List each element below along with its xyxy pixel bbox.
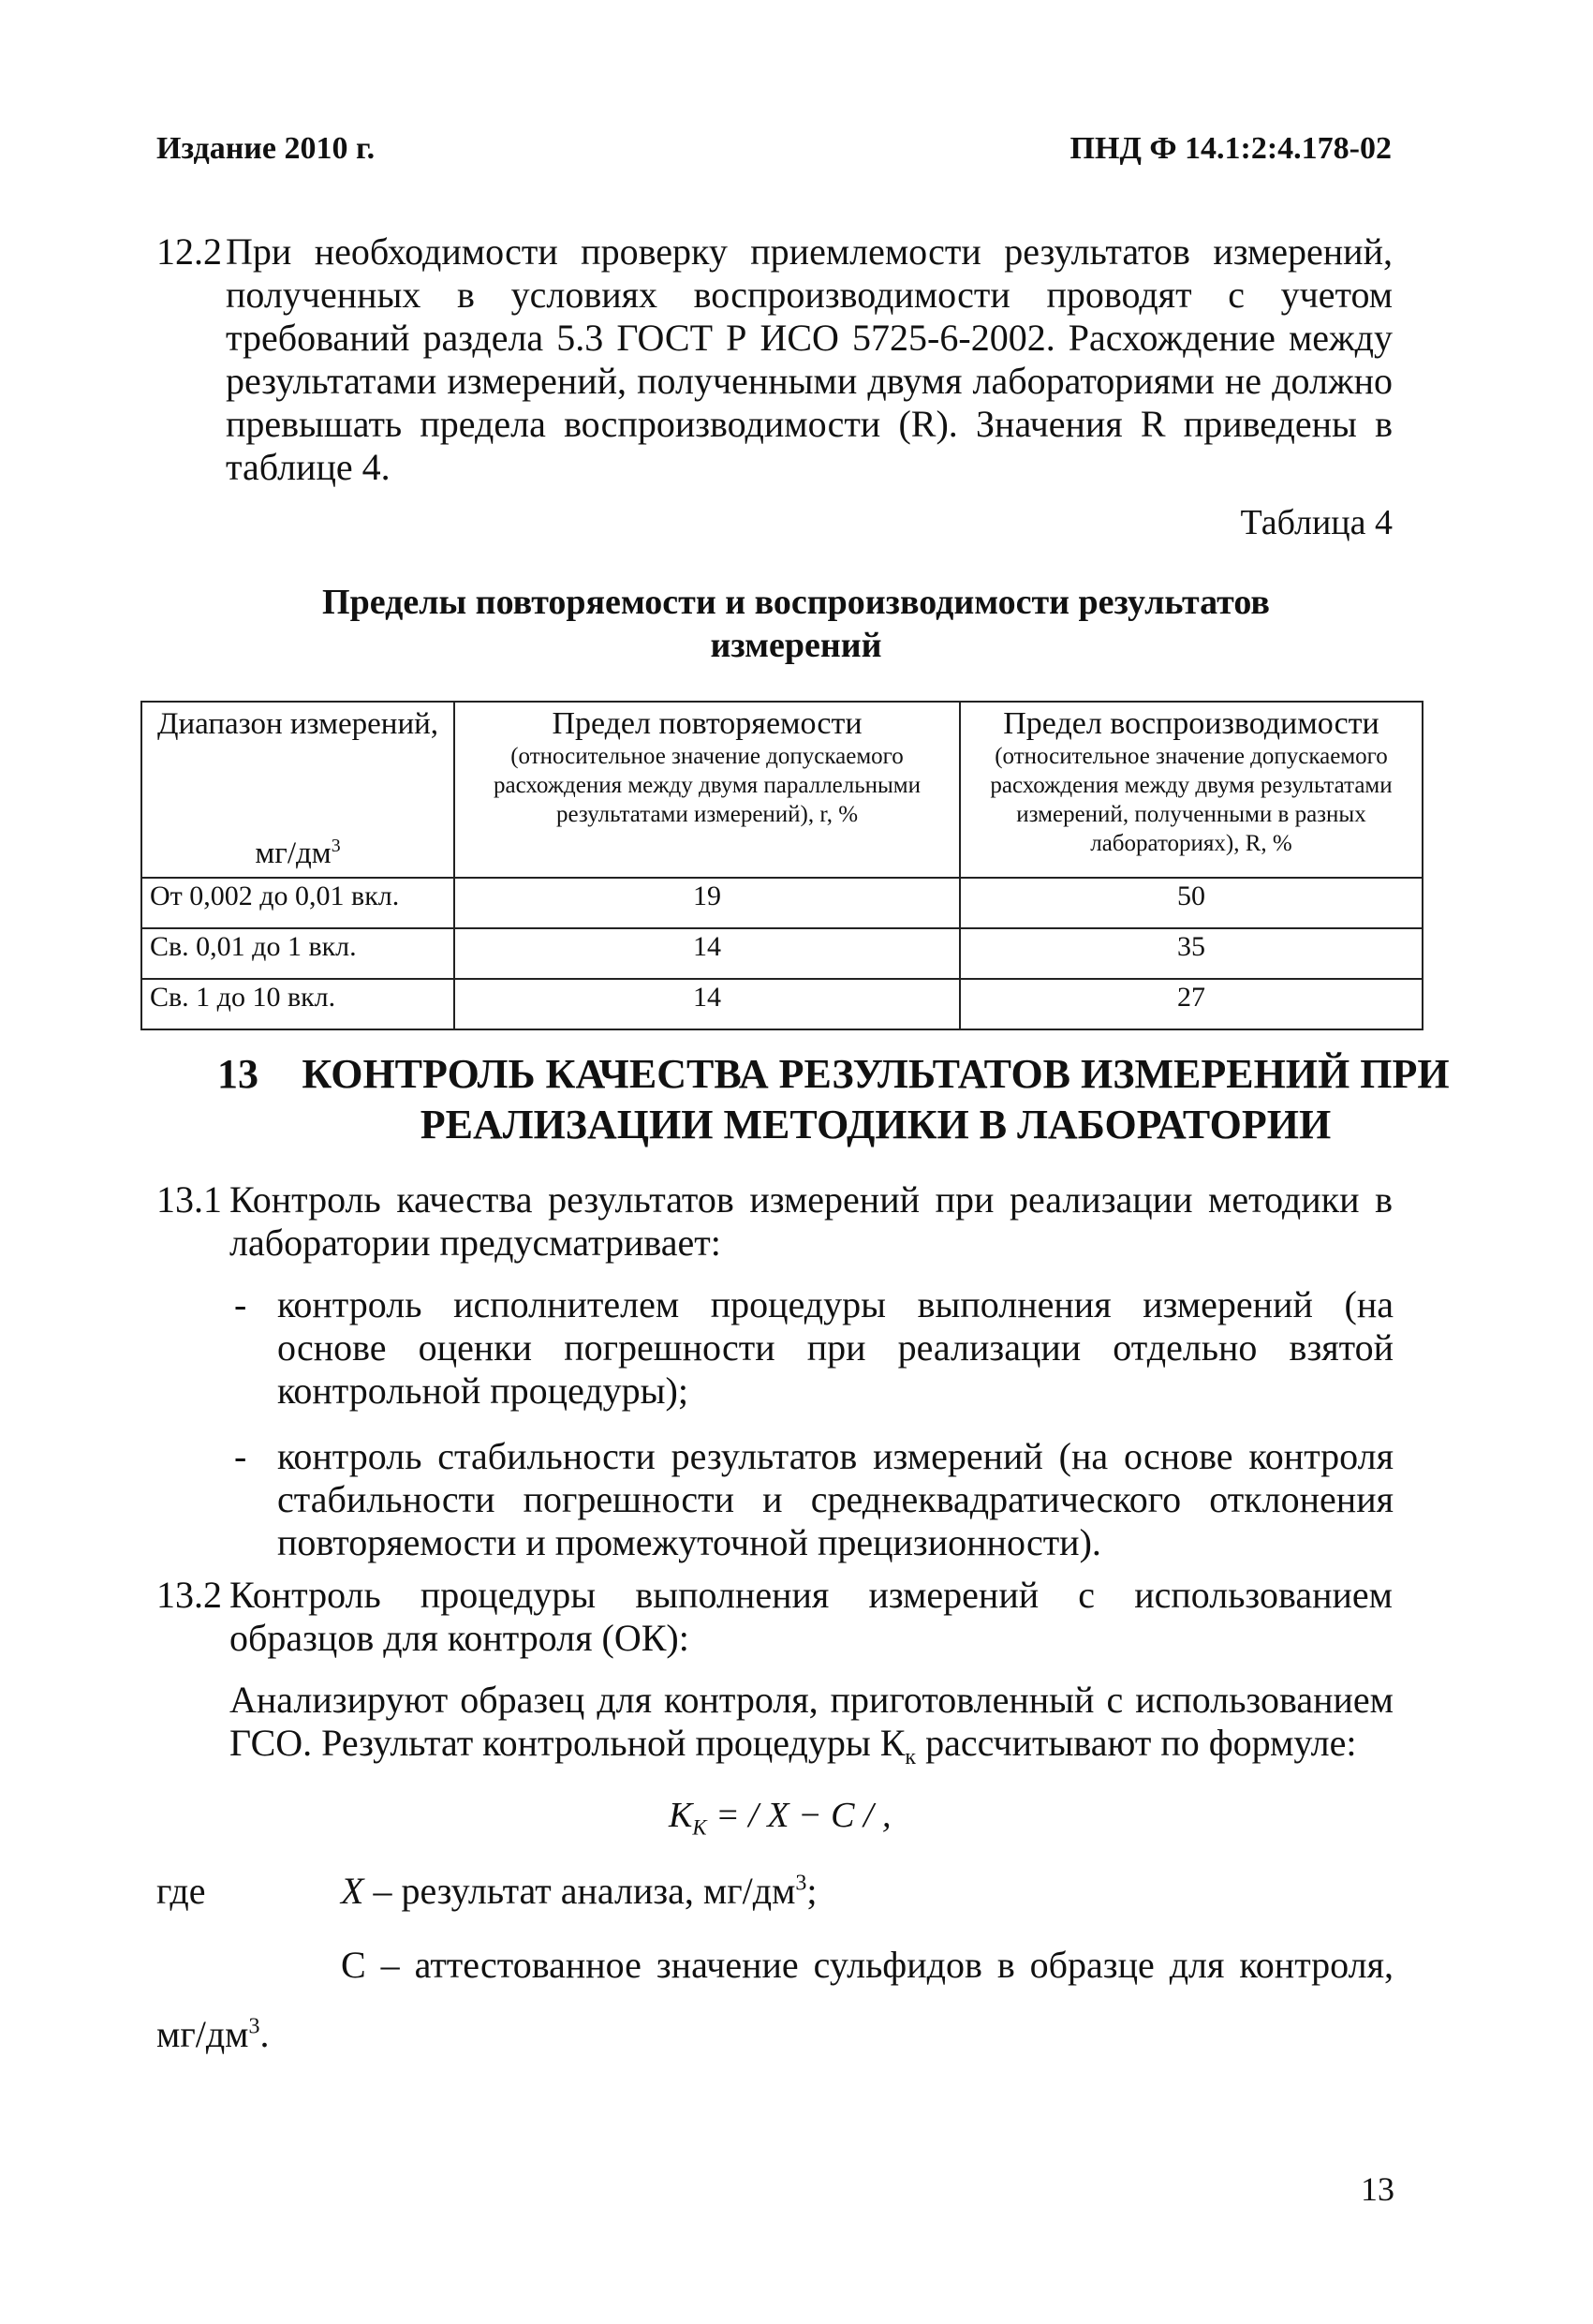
table-header-row: [141, 702, 1423, 878]
analysis-text-end: рассчитывают по формуле:: [916, 1722, 1357, 1764]
kk-subscript: к: [905, 1745, 917, 1769]
definition-c-unit-text: мг/дм: [156, 2013, 249, 2055]
page-number: 13: [1361, 2170, 1394, 2208]
repeatability-cell: 14: [454, 979, 960, 1029]
header-range-label: Диапазон измерений,: [156, 707, 439, 741]
header-range-unit: [142, 836, 453, 871]
analysis-paragraph: [229, 1679, 1394, 1769]
table-row: [141, 928, 1423, 979]
paragraph-12-2: [156, 230, 1393, 489]
definition-c-unit-end: .: [259, 2013, 270, 2055]
paragraph-13-1: [156, 1178, 1393, 1265]
header-reproducibility: [960, 702, 1423, 878]
section-title: КОНТРОЛЬ КАЧЕСТВА РЕЗУЛЬТАТОВ ИЗМЕРЕНИЙ ПРИ РЕАЛИЗАЦИИ МЕТОДИКИ В ЛАБОРАТОРИИ: [302, 1051, 1450, 1147]
section-number: 13: [217, 1051, 258, 1097]
list-item-text: контроль исполнителем процедуры выполнения измерений (на основе оценки погрешности при реализации отдельно взятой контрольной процедуры);: [277, 1283, 1394, 1412]
table-caption: Таблица 4: [1240, 503, 1393, 542]
definition-x-end: ;: [806, 1870, 818, 1912]
header-range: [141, 702, 454, 878]
range-cell: Св. 1 до 10 вкл.: [141, 979, 454, 1029]
paragraph-13-2: [156, 1574, 1393, 1660]
repeatability-cell: 14: [454, 928, 960, 979]
symbol-x: X: [341, 1870, 364, 1912]
formula-lhs: K: [669, 1796, 693, 1835]
list-item: [234, 1283, 1394, 1413]
header-reproducibility-label: Предел воспроизводимости: [1003, 706, 1379, 741]
reproducibility-cell: 27: [960, 979, 1423, 1029]
range-cell: От 0,002 до 0,01 вкл.: [141, 878, 454, 928]
definition-x-text: – результат анализа, мг/дм: [363, 1870, 796, 1912]
limits-table: [140, 701, 1423, 1030]
control-formula: [669, 1795, 892, 1840]
document-code-header: ПНД Ф 14.1:2:4.178-02: [1069, 131, 1392, 166]
paragraph-number: 12.2: [156, 230, 222, 273]
list-item: [234, 1435, 1394, 1564]
list-item-text: контроль стабильности результатов измерений (на основе контроля стабильности погрешности и среднеквадратического отклонения повторяемости и промежуточной прецизионности).: [277, 1435, 1394, 1563]
definition-x: [341, 1869, 818, 1913]
bullet-dash: -: [234, 1435, 247, 1477]
reproducibility-cell: 35: [960, 928, 1423, 979]
unit-text: мг/дм: [255, 836, 332, 870]
section-13-heading: [206, 1049, 1452, 1150]
formula-lhs-subscript: K: [692, 1815, 707, 1840]
range-cell: Св. 0,01 до 1 вкл.: [141, 928, 454, 979]
reproducibility-cell: 50: [960, 878, 1423, 928]
paragraph-number: 13.1: [156, 1178, 222, 1221]
table-row: [141, 878, 1423, 928]
unit-superscript: 3: [331, 836, 341, 856]
paragraph-text: Контроль качества результатов измерений при реализации методики в лаборатории предусматривает:: [229, 1178, 1393, 1264]
where-label: где: [156, 1870, 206, 1912]
paragraph-text: При необходимости проверку приемлемости результатов измерений, полученных в условиях воспроизводимости проводят с учетом требований раздела 5.3 ГОСТ Р ИСО 5725-6-2002. Расхождение между результатами измерений, полученными двумя лабораториями не должно превышать предела воспроизводимости (R). Значения R приведены в таблице 4.: [226, 230, 1393, 488]
formula-rhs: = / X − C / ,: [706, 1796, 892, 1835]
header-repeatability-note: (относительное значение допускаемого расхождения между двумя параллельными результатами измерений), r, %: [493, 744, 922, 827]
header-reproducibility-note: (относительное значение допускаемого расхождения между двумя результатами измерений, полученными в разных лабораториях), R, %: [990, 744, 1393, 856]
table-title: Пределы повторяемости и воспроизводимости результатов измерений: [322, 583, 1270, 665]
definition-c-unit-superscript: 3: [248, 2014, 260, 2039]
table-row: [141, 979, 1423, 1029]
paragraph-text: Контроль процедуры выполнения измерений с использованием образцов для контроля (ОК):: [229, 1574, 1393, 1659]
header-repeatability-label: Предел повторяемости: [552, 706, 863, 741]
edition-header: Издание 2010 г.: [156, 131, 376, 166]
paragraph-number: 13.2: [156, 1574, 222, 1616]
header-repeatability: [454, 702, 960, 878]
definition-c: С – аттестованное значение сульфидов в образце для контроля,: [341, 1944, 1394, 1986]
bullet-dash: -: [234, 1283, 247, 1325]
definition-c-unit: [156, 2012, 270, 2056]
repeatability-cell: 19: [454, 878, 960, 928]
analysis-text-start: Анализируют образец для контроля, приготовленный с использованием ГСО. Результат контрольной процедуры К: [229, 1679, 1394, 1764]
definition-x-superscript: 3: [795, 1871, 807, 1896]
